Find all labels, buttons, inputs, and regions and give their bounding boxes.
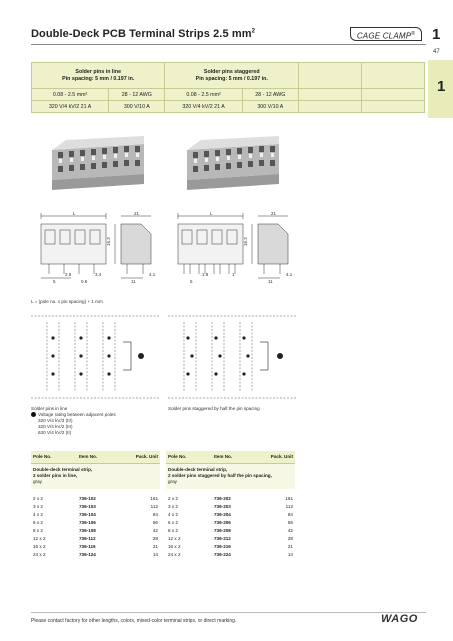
spec-cross-right: 0.08 - 2.5 mm² [165, 89, 242, 101]
bullet-icon [31, 412, 36, 417]
table-row: 6 x 2 736-206 56 [168, 519, 293, 525]
voltage-note: Voltage rating between adjacent poles 320 V/4 kV/3 (III) 320 V/4 kV/2 (III) 630 V/4 kV/2 (II) [31, 412, 116, 436]
dim-21: 21 [134, 211, 140, 216]
footer-divider [31, 612, 426, 613]
order-desc: Double-deck terminal strip, 2 solder pins in line, gray [31, 463, 160, 489]
col-item: Item No. [77, 451, 123, 463]
table-row: 4 x 2 736-204 84 [168, 511, 293, 517]
page-title: Double-Deck PCB Terminal Strips 2.5 $mm^2$ [31, 28, 256, 40]
col-pack: Pack. Unit [123, 451, 160, 463]
brand-badge: CAGE CLAMP® [350, 27, 422, 41]
dim-11: 11 [131, 279, 136, 284]
spec-iec-left: 320 V/4 kV/2 21 A [32, 101, 109, 113]
spec-heading-left: Solder pins in line Pin spacing: 5 mm / 0.197 in. [32, 63, 165, 89]
spec-table [31, 62, 425, 113]
dim-4-1: 4.1 [149, 272, 156, 277]
spec-iec-right: 320 V/4 kV/2 21 A [165, 101, 242, 113]
dim-16-3: 16.3 [106, 237, 111, 246]
footer-note: Please contact factory for other lengths, colors, mixed-color terminal strips, or direct marking. [31, 618, 237, 624]
caption-inline: Solder pins in line [31, 406, 68, 411]
chapter-tab: 1 [428, 60, 453, 118]
table-row: 3 x 2 736-203 112 [168, 503, 293, 509]
table-row: 24 x 2 736-224 14 [168, 551, 293, 557]
spec-awg-right: 28 - 12 AWG [242, 89, 298, 101]
col-pole: Pole No. [31, 451, 77, 463]
dimension-drawing-staggered [168, 210, 298, 285]
spec-cross-left: 0.08 - 2.5 mm² [32, 89, 109, 101]
dim-5: 5 [53, 279, 56, 284]
table-row: 8 x 2 736-108 42 [33, 527, 158, 533]
wago-logo: WAGO [381, 613, 418, 625]
col-pack: Pack. Unit [258, 451, 295, 463]
length-formula: L = (pole no. x pin spacing) + 1 mm [31, 299, 103, 304]
table-row: 2 x 2 736-102 161 [33, 495, 158, 501]
table-row: 4 x 2 736-104 84 [33, 511, 158, 517]
dim-11-staggered: 11 [268, 279, 273, 284]
table-row: 8 x 2 736-208 42 [168, 527, 293, 533]
col-pole: Pole No. [166, 451, 212, 463]
dim-L: L [73, 211, 76, 216]
dim-5-staggered: 5 [190, 279, 193, 284]
order-table-staggered [166, 451, 295, 558]
dim-21-staggered: 21 [271, 211, 277, 216]
dimension-drawing-inline [31, 210, 161, 285]
table-row: 2 x 2 736-202 161 [168, 495, 293, 501]
product-photo-staggered [183, 132, 283, 194]
order-table-inline [31, 451, 160, 558]
dim-4-1-staggered: 4.1 [286, 272, 293, 277]
dim-L-staggered: L [210, 211, 213, 216]
table-row: 6 x 2 736-106 56 [33, 519, 158, 525]
dim-3-4: 3.4 [95, 272, 102, 277]
chapter-number: 1 [432, 26, 441, 43]
spec-heading-right: Solder pins staggered Pin spacing: 5 mm / 0.197 in. [165, 63, 299, 89]
col-item: Item No. [212, 451, 258, 463]
product-photo-inline [48, 132, 148, 194]
dim-0-6: 0.6 [81, 279, 88, 284]
dim-2-5: 2.5 [65, 272, 72, 277]
caption-staggered: Solder pins staggered by half the pin spacing [168, 406, 260, 411]
table-row: 16 x 2 736-216 21 [168, 543, 293, 549]
dim-1-staggered: 1 [232, 272, 235, 277]
spec-awg-left: 28 - 12 AWG [109, 89, 165, 101]
spec-ul-left: 300 V/10 A [109, 101, 165, 113]
table-row: 3 x 2 736-103 112 [33, 503, 158, 509]
dim-1-8-staggered: 1.8 [202, 272, 209, 277]
table-row: 12 x 2 736-212 28 [168, 535, 293, 541]
dim-16-3-staggered: 16.3 [243, 237, 248, 246]
table-row: 24 x 2 736-124 14 [33, 551, 158, 557]
schematic-inline [31, 312, 159, 402]
header-divider [31, 44, 426, 45]
page-number: 47 [433, 49, 440, 55]
order-desc: Double-deck terminal strip, 2 solder pins staggered by half the pin spacing, gray [166, 463, 295, 489]
spec-ul-right: 300 V/10 A [242, 101, 298, 113]
table-row: 16 x 2 736-116 21 [33, 543, 158, 549]
schematic-staggered [168, 312, 296, 402]
table-row: 12 x 2 736-112 28 [33, 535, 158, 541]
